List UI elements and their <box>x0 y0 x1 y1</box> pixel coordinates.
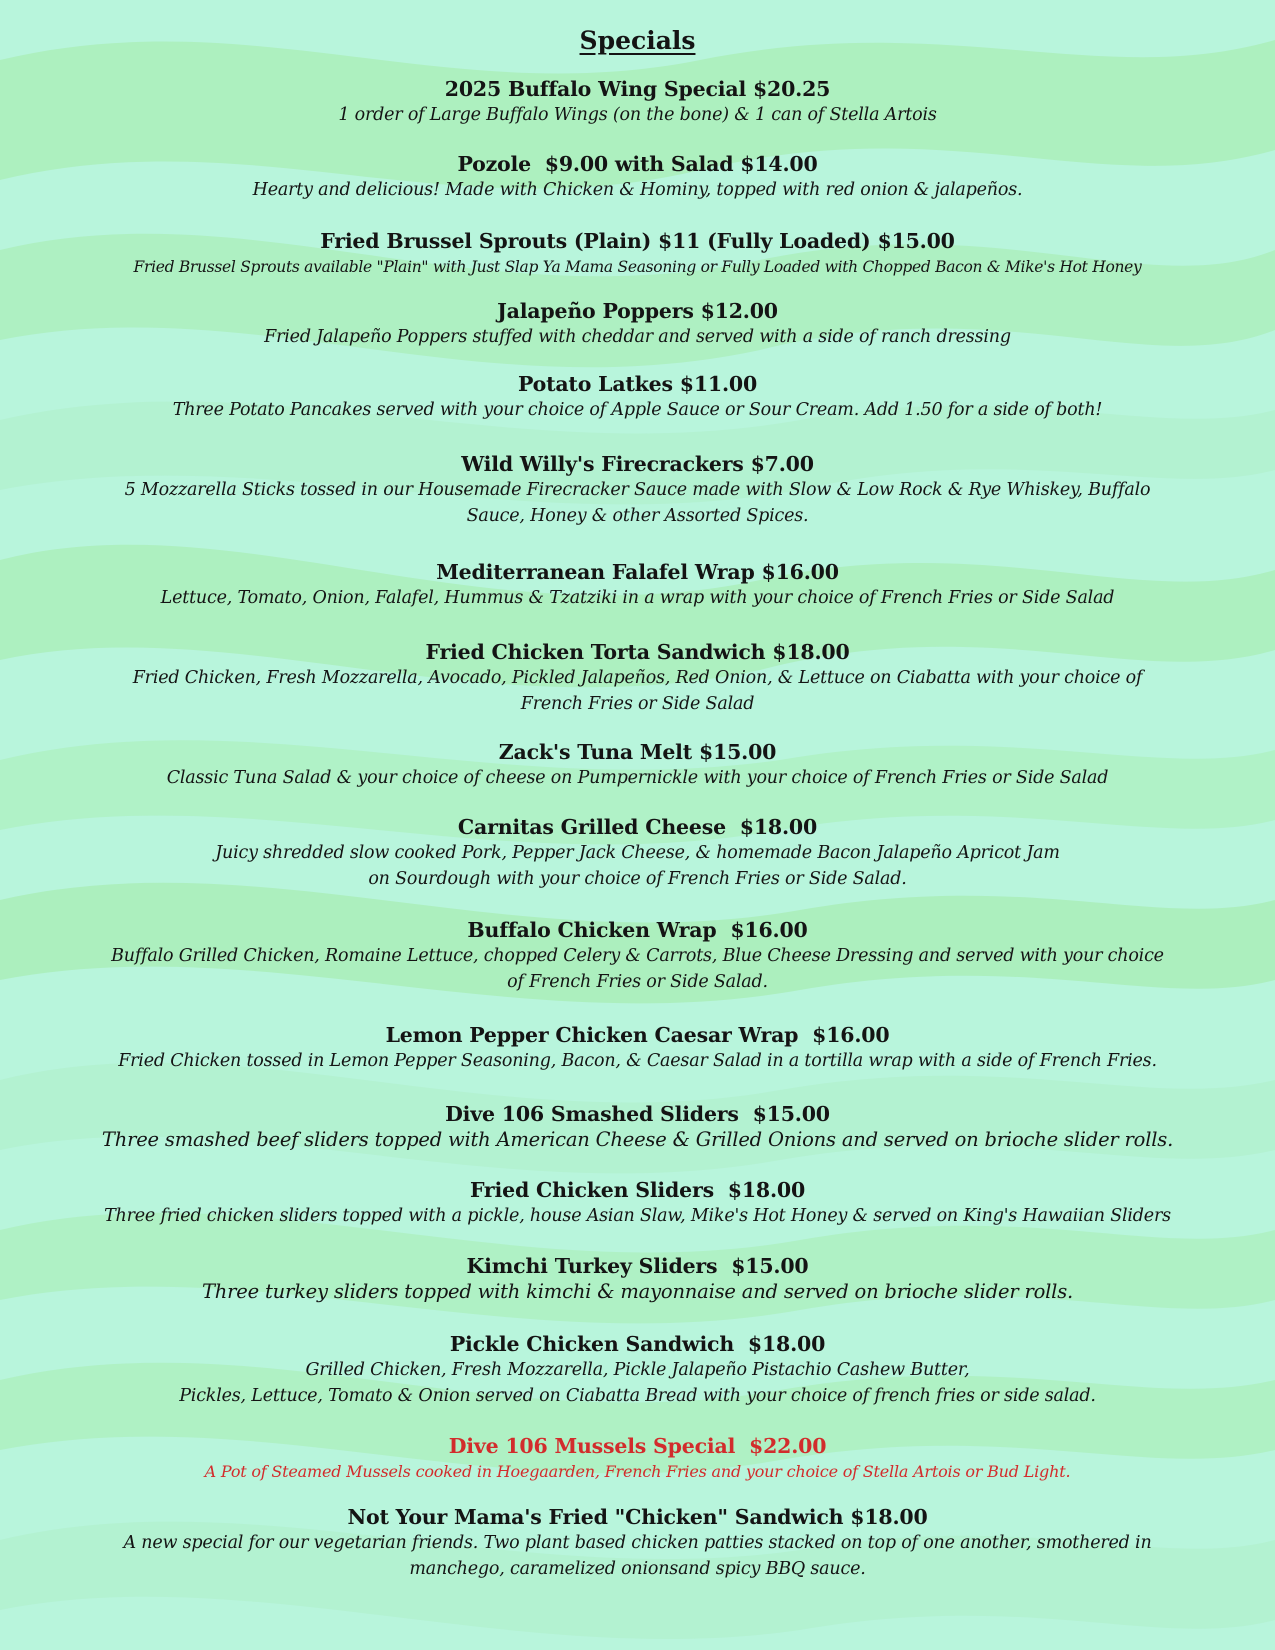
item-description: Juicy shredded slow cooked Pork, Pepper Jack Cheese, & homemade Bacon Jalapeño Apricot Jam <box>215 843 1060 863</box>
item-description: Three Potato Pancakes served with your choice of Apple Sauce or Sour Cream. Add 1.50 for a side of both! <box>172 400 1103 420</box>
item-description: Pickles, Lettuce, Tomato & Onion served on Ciabatta Bread with your choice of french fries or side salad. <box>179 1386 1096 1406</box>
item-description: Fried Chicken, Fresh Mozzarella, Avocado, Pickled Jalapeños, Red Onion, & Lettuce on Ciabatta with your choice of <box>132 668 1143 688</box>
item-description: manchego, caramelized onionsand spicy BBQ sauce. <box>409 1559 866 1579</box>
menu-item-fried-brussel-sprouts <box>50 228 1225 280</box>
item-description: A new special for our vegetarian friends. Two plant based chicken patties stacked on top of one another, smothered in <box>123 1533 1152 1553</box>
menu-item-not-your-mamas-chicken-sandwich <box>50 1504 1225 1582</box>
item-description: Hearty and delicious! Made with Chicken & Hominy, topped with red onion & jalapeños. <box>252 180 1023 200</box>
item-description: Three turkey sliders topped with kimchi & mayonnaise and served on brioche slider rolls. <box>201 1280 1073 1303</box>
page-title: Specials <box>579 26 696 55</box>
item-name: Kimchi Turkey Sliders $15.00 <box>466 1254 809 1278</box>
item-name: Potato Latkes $11.00 <box>517 372 758 396</box>
item-description: Fried Jalapeño Poppers stuffed with cheddar and served with a side of ranch dressing <box>264 327 1011 347</box>
item-description: Grilled Chicken, Fresh Mozzarella, Pickle Jalapeño Pistachio Cashew Butter, <box>305 1360 970 1380</box>
menu-item-smashed-sliders <box>50 1101 1225 1153</box>
menu-item-zacks-tuna-melt <box>50 739 1225 791</box>
menu-item-mussels-special <box>50 1433 1225 1485</box>
item-description: Buffalo Grilled Chicken, Romaine Lettuce, chopped Celery & Carrots, Blue Cheese Dressing and served with your choice <box>111 946 1164 966</box>
menu-item-jalapeno-poppers <box>50 298 1225 350</box>
item-name: Jalapeño Poppers $12.00 <box>497 299 778 323</box>
item-name: Pozole $9.00 with Salad $14.00 <box>457 152 818 176</box>
menu-item-fried-chicken-sliders <box>50 1177 1225 1229</box>
item-description: Classic Tuna Salad & your choice of cheese on Pumpernickle with your choice of French Fries or Side Salad <box>166 768 1109 788</box>
item-description: Fried Chicken tossed in Lemon Pepper Seasoning, Bacon, & Caesar Salad in a tortilla wrap with a side of French Fries. <box>118 1051 1157 1071</box>
item-description: Lettuce, Tomato, Onion, Falafel, Hummus & Tzatziki in a wrap with your choice of French Fries or Side Salad <box>160 588 1115 608</box>
item-description: Fried Brussel Sprouts available "Plain" with Just Slap Ya Mama Seasoning or Fully Loaded with Chopped Bacon & Mike's Hot Honey <box>133 258 1142 276</box>
item-name: Mediterranean Falafel Wrap $16.00 <box>436 560 839 584</box>
item-name: Fried Chicken Torta Sandwich $18.00 <box>425 640 850 664</box>
item-name: Pickle Chicken Sandwich $18.00 <box>449 1332 826 1356</box>
item-description: Three fried chicken sliders topped with a pickle, house Asian Slaw, Mike's Hot Honey & served on King's Hawaiian Sliders <box>104 1206 1171 1226</box>
menu-item-carnitas-grilled-cheese <box>50 814 1225 892</box>
item-name: Fried Brussel Sprouts (Plain) $11 (Fully Loaded) $15.00 <box>320 229 955 253</box>
menu-item-kimchi-turkey-sliders <box>50 1253 1225 1305</box>
item-description: Sauce, Honey & other Assorted Spices. <box>466 506 809 526</box>
item-description: of French Fries or Side Salad. <box>507 972 768 992</box>
item-name: Fried Chicken Sliders $18.00 <box>469 1178 806 1202</box>
menu-item-buffalo-chicken-wrap <box>50 917 1225 995</box>
menu-item-potato-latkes <box>50 371 1225 423</box>
item-name: Dive 106 Smashed Sliders $15.00 <box>445 1102 830 1126</box>
menu-item-wild-willys-firecrackers <box>50 451 1225 529</box>
item-name: Dive 106 Mussels Special $22.00 <box>448 1434 827 1458</box>
item-description: French Fries or Side Salad <box>520 694 755 714</box>
item-description: 5 Mozzarella Sticks tossed in our Housemade Firecracker Sauce made with Slow & Low Rock & Rye Whiskey, Buffalo <box>124 480 1151 500</box>
menu-item-buffalo-wing-special <box>50 76 1225 128</box>
item-description: A Pot of Steamed Mussels cooked in Hoegaarden, French Fries and your choice of Stella Artois or Bud Light. <box>204 1462 1071 1481</box>
menu-item-lemon-pepper-caesar-wrap <box>50 1022 1225 1074</box>
item-name: Lemon Pepper Chicken Caesar Wrap $16.00 <box>385 1023 890 1047</box>
item-description: 1 order of Large Buffalo Wings (on the bone) & 1 can of Stella Artois <box>338 105 937 125</box>
item-name: Not Your Mama's Fried "Chicken" Sandwich $18.00 <box>347 1505 928 1529</box>
menu-item-mediterranean-falafel-wrap <box>50 559 1225 611</box>
item-description: on Sourdough with your choice of French Fries or Side Salad. <box>368 869 907 889</box>
item-name: Wild Willy's Firecrackers $7.00 <box>461 452 814 476</box>
item-description: Three smashed beef sliders topped with American Cheese & Grilled Onions and served on brioche slider rolls. <box>101 1128 1174 1151</box>
item-name: Carnitas Grilled Cheese $18.00 <box>457 815 818 839</box>
menu-item-fried-chicken-torta <box>50 639 1225 717</box>
menu-item-pozole <box>50 151 1225 203</box>
menu-item-pickle-chicken-sandwich <box>50 1331 1225 1409</box>
item-name: 2025 Buffalo Wing Special $20.25 <box>444 77 831 101</box>
item-name: Buffalo Chicken Wrap $16.00 <box>467 918 808 942</box>
item-name: Zack's Tuna Melt $15.00 <box>498 740 777 764</box>
